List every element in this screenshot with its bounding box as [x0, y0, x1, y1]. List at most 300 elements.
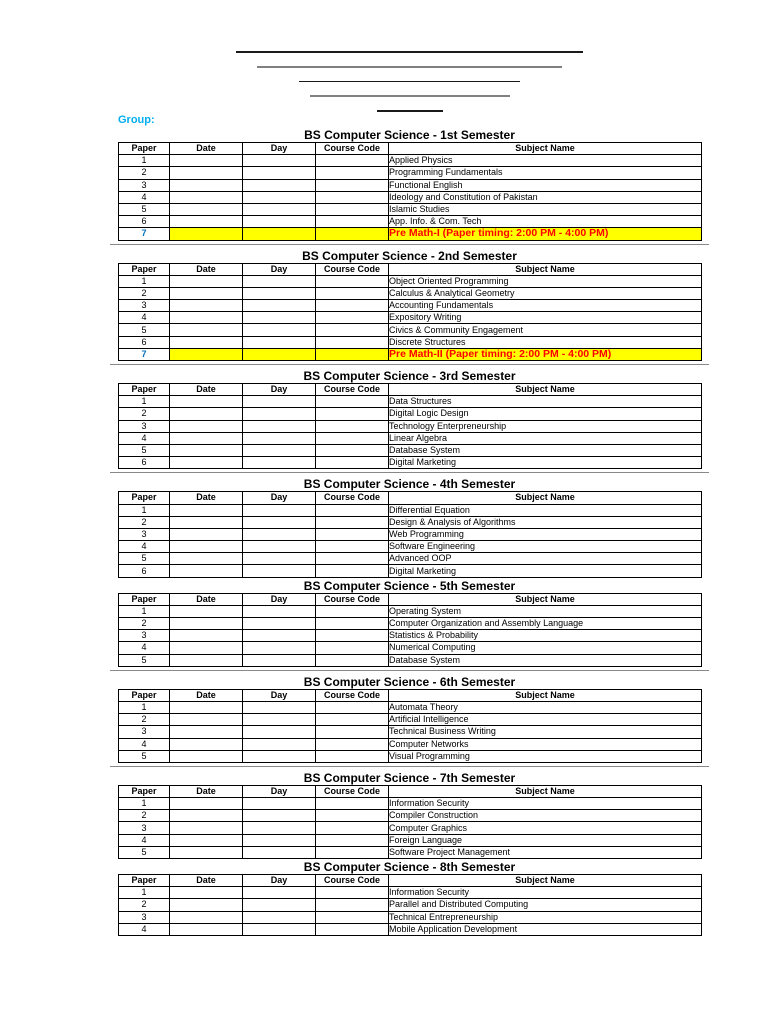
subject-cell: Islamic Studies	[389, 203, 702, 215]
paper-cell: 2	[119, 810, 170, 822]
date-cell	[170, 630, 243, 642]
paper-row	[119, 203, 702, 215]
date-cell	[170, 228, 243, 240]
subject-cell: Pre Math-I (Paper timing: 2:00 PM - 4:00 PM)	[389, 228, 702, 240]
course-code-cell	[316, 275, 389, 287]
course-code-cell	[316, 228, 389, 240]
paper-row	[119, 396, 702, 408]
paper-row	[119, 504, 702, 516]
paper-cell: 3	[119, 822, 170, 834]
sections	[118, 129, 701, 936]
semester-table	[118, 263, 702, 362]
subject-cell: Design & Analysis of Algorithms	[389, 516, 702, 528]
header-row	[119, 263, 702, 275]
column-header: Subject Name	[389, 785, 702, 797]
course-code-cell	[316, 923, 389, 935]
subject-cell: Foreign Language	[389, 834, 702, 846]
paper-cell: 6	[119, 565, 170, 577]
date-cell	[170, 516, 243, 528]
semester-table	[118, 491, 702, 577]
course-code-cell	[316, 167, 389, 179]
column-header: Paper	[119, 875, 170, 887]
paper-row	[119, 899, 702, 911]
paper-cell: 5	[119, 553, 170, 565]
paper-row	[119, 822, 702, 834]
column-header: Day	[243, 384, 316, 396]
date-cell	[170, 923, 243, 935]
date-cell	[170, 312, 243, 324]
date-cell	[170, 553, 243, 565]
course-code-cell	[316, 348, 389, 360]
subject-cell: Pre Math-II (Paper timing: 2:00 PM - 4:00 PM)	[389, 348, 702, 360]
course-code-cell	[316, 605, 389, 617]
column-header: Course Code	[316, 384, 389, 396]
course-code-cell	[316, 444, 389, 456]
column-header: Day	[243, 263, 316, 275]
column-header: Paper	[119, 143, 170, 155]
column-header: Course Code	[316, 689, 389, 701]
paper-row	[119, 444, 702, 456]
column-header: Date	[170, 875, 243, 887]
redacted-line	[236, 51, 583, 53]
paper-cell: 6	[119, 457, 170, 469]
subject-cell: Accounting Fundamentals	[389, 300, 702, 312]
paper-cell: 4	[119, 923, 170, 935]
subject-cell: Operating System	[389, 605, 702, 617]
course-code-cell	[316, 750, 389, 762]
day-cell	[243, 420, 316, 432]
section-title: BS Computer Science - 4th Semester	[303, 477, 516, 492]
course-code-cell	[316, 516, 389, 528]
date-cell	[170, 420, 243, 432]
subject-cell: Artificial Intelligence	[389, 714, 702, 726]
subject-cell: Differential Equation	[389, 504, 702, 516]
paper-row	[119, 810, 702, 822]
paper-row	[119, 275, 702, 287]
paper-cell: 3	[119, 911, 170, 923]
paper-row	[119, 216, 702, 228]
course-code-cell	[316, 432, 389, 444]
day-cell	[243, 444, 316, 456]
subject-cell: Computer Organization and Assembly Language	[389, 618, 702, 630]
paper-row	[119, 642, 702, 654]
paper-row	[119, 287, 702, 299]
date-cell	[170, 336, 243, 348]
column-header: Paper	[119, 593, 170, 605]
semester-table	[118, 383, 702, 469]
subject-cell: Compiler Construction	[389, 810, 702, 822]
column-header: Subject Name	[389, 384, 702, 396]
date-cell	[170, 605, 243, 617]
paper-row	[119, 324, 702, 336]
paper-cell: 5	[119, 324, 170, 336]
semester-section	[118, 250, 701, 366]
paper-cell: 3	[119, 179, 170, 191]
subject-cell: Computer Networks	[389, 738, 702, 750]
date-cell	[170, 191, 243, 203]
day-cell	[243, 553, 316, 565]
day-cell	[243, 911, 316, 923]
day-cell	[243, 312, 316, 324]
semester-section	[118, 370, 701, 473]
paper-row	[119, 750, 702, 762]
day-cell	[243, 324, 316, 336]
paper-row	[119, 528, 702, 540]
day-cell	[243, 516, 316, 528]
column-header: Course Code	[316, 263, 389, 275]
paper-row	[119, 701, 702, 713]
column-header: Day	[243, 875, 316, 887]
day-cell	[243, 528, 316, 540]
day-cell	[243, 887, 316, 899]
date-cell	[170, 300, 243, 312]
column-header: Paper	[119, 689, 170, 701]
paper-cell: 2	[119, 714, 170, 726]
date-cell	[170, 348, 243, 360]
subject-cell: Statistics & Probability	[389, 630, 702, 642]
section-title: BS Computer Science - 1st Semester	[304, 128, 515, 142]
paper-cell: 4	[119, 834, 170, 846]
subject-cell: Calculus & Analytical Geometry	[389, 287, 702, 299]
paper-row	[119, 565, 702, 577]
paper-cell: 5	[119, 846, 170, 858]
paper-cell: 7	[119, 348, 170, 360]
paper-row	[119, 618, 702, 630]
column-header: Paper	[119, 492, 170, 504]
course-code-cell	[316, 528, 389, 540]
column-header: Date	[170, 143, 243, 155]
paper-cell: 4	[119, 191, 170, 203]
date-cell	[170, 457, 243, 469]
paper-cell: 5	[119, 444, 170, 456]
day-cell	[243, 457, 316, 469]
semester-section	[118, 676, 701, 767]
subject-cell: Applied Physics	[389, 155, 702, 167]
paper-cell: 4	[119, 642, 170, 654]
date-cell	[170, 701, 243, 713]
paper-row	[119, 798, 702, 810]
paper-row	[119, 432, 702, 444]
course-code-cell	[316, 155, 389, 167]
day-cell	[243, 701, 316, 713]
subject-cell: Digital Marketing	[389, 457, 702, 469]
column-header: Course Code	[316, 593, 389, 605]
day-cell	[243, 336, 316, 348]
day-cell	[243, 191, 316, 203]
date-cell	[170, 504, 243, 516]
date-cell	[170, 565, 243, 577]
subject-cell: Digital Logic Design	[389, 408, 702, 420]
semester-table	[118, 593, 702, 667]
course-code-cell	[316, 216, 389, 228]
redacted-header-lines	[118, 51, 701, 112]
day-cell	[243, 565, 316, 577]
subject-cell: Digital Marketing	[389, 565, 702, 577]
subject-cell: Automata Theory	[389, 701, 702, 713]
day-cell	[243, 605, 316, 617]
column-header: Date	[170, 384, 243, 396]
column-header: Date	[170, 263, 243, 275]
course-code-cell	[316, 565, 389, 577]
date-cell	[170, 216, 243, 228]
date-cell	[170, 324, 243, 336]
subject-cell: Web Programming	[389, 528, 702, 540]
paper-row	[119, 887, 702, 899]
paper-cell: 2	[119, 408, 170, 420]
paper-row	[119, 726, 702, 738]
column-header: Subject Name	[389, 143, 702, 155]
paper-row	[119, 155, 702, 167]
day-cell	[243, 408, 316, 420]
day-cell	[243, 203, 316, 215]
subject-cell: Technical Business Writing	[389, 726, 702, 738]
highlighted-paper-row	[119, 348, 702, 360]
subject-cell: Functional English	[389, 179, 702, 191]
date-cell	[170, 654, 243, 666]
course-code-cell	[316, 396, 389, 408]
subject-cell: Technical Entrepreneurship	[389, 911, 702, 923]
date-cell	[170, 287, 243, 299]
semester-section	[118, 478, 701, 577]
course-code-cell	[316, 798, 389, 810]
column-header: Date	[170, 492, 243, 504]
course-code-cell	[316, 312, 389, 324]
column-header: Course Code	[316, 143, 389, 155]
paper-cell: 1	[119, 155, 170, 167]
day-cell	[243, 179, 316, 191]
day-cell	[243, 348, 316, 360]
semester-table	[118, 874, 702, 936]
course-code-cell	[316, 287, 389, 299]
paper-cell: 5	[119, 203, 170, 215]
header-row	[119, 689, 702, 701]
subject-cell: Information Security	[389, 798, 702, 810]
subject-cell: Database System	[389, 654, 702, 666]
paper-cell: 2	[119, 516, 170, 528]
paper-cell: 4	[119, 738, 170, 750]
course-code-cell	[316, 738, 389, 750]
semester-table	[118, 142, 702, 241]
subject-cell: Advanced OOP	[389, 553, 702, 565]
date-cell	[170, 726, 243, 738]
column-header: Course Code	[316, 785, 389, 797]
paper-cell: 6	[119, 216, 170, 228]
redacted-line	[310, 95, 510, 97]
day-cell	[243, 798, 316, 810]
paper-cell: 3	[119, 420, 170, 432]
column-header: Subject Name	[389, 689, 702, 701]
section-title: BS Computer Science - 3rd Semester	[303, 369, 516, 383]
paper-cell: 1	[119, 605, 170, 617]
paper-row	[119, 420, 702, 432]
subject-cell: App. Info. & Com. Tech	[389, 216, 702, 228]
paper-cell: 6	[119, 336, 170, 348]
column-header: Course Code	[316, 492, 389, 504]
paper-row	[119, 834, 702, 846]
subject-cell: Parallel and Distributed Computing	[389, 899, 702, 911]
day-cell	[243, 275, 316, 287]
paper-cell: 7	[119, 228, 170, 240]
paper-row	[119, 846, 702, 858]
date-cell	[170, 911, 243, 923]
header-row	[119, 384, 702, 396]
column-header: Paper	[119, 785, 170, 797]
paper-cell: 3	[119, 630, 170, 642]
redacted-line	[299, 81, 520, 82]
day-cell	[243, 810, 316, 822]
column-header: Subject Name	[389, 492, 702, 504]
course-code-cell	[316, 701, 389, 713]
date-cell	[170, 396, 243, 408]
header-row	[119, 875, 702, 887]
column-header: Subject Name	[389, 875, 702, 887]
paper-row	[119, 738, 702, 750]
day-cell	[243, 618, 316, 630]
semester-section	[118, 580, 701, 671]
paper-cell: 5	[119, 750, 170, 762]
paper-row	[119, 654, 702, 666]
course-code-cell	[316, 822, 389, 834]
paper-cell: 4	[119, 541, 170, 553]
paper-row	[119, 911, 702, 923]
paper-row	[119, 191, 702, 203]
day-cell	[243, 300, 316, 312]
paper-row	[119, 336, 702, 348]
date-cell	[170, 899, 243, 911]
highlighted-paper-row	[119, 228, 702, 240]
paper-row	[119, 408, 702, 420]
subject-cell: Data Structures	[389, 396, 702, 408]
date-cell	[170, 887, 243, 899]
paper-cell: 1	[119, 504, 170, 516]
date-cell	[170, 541, 243, 553]
subject-cell: Information Security	[389, 887, 702, 899]
day-cell	[243, 750, 316, 762]
paper-cell: 3	[119, 726, 170, 738]
subject-cell: Software Project Management	[389, 846, 702, 858]
column-header: Date	[170, 689, 243, 701]
date-cell	[170, 798, 243, 810]
column-header: Subject Name	[389, 263, 702, 275]
semester-table	[118, 785, 702, 859]
course-code-cell	[316, 887, 389, 899]
course-code-cell	[316, 191, 389, 203]
paper-cell: 1	[119, 701, 170, 713]
paper-cell: 2	[119, 287, 170, 299]
paper-row	[119, 630, 702, 642]
group-label: Group:	[118, 114, 155, 126]
header-row	[119, 785, 702, 797]
paper-row	[119, 553, 702, 565]
subject-cell: Computer Graphics	[389, 822, 702, 834]
subject-cell: Technology Enterpreneurship	[389, 420, 702, 432]
section-divider	[110, 766, 709, 767]
date-cell	[170, 155, 243, 167]
header-row	[119, 492, 702, 504]
day-cell	[243, 899, 316, 911]
date-cell	[170, 738, 243, 750]
column-header: Subject Name	[389, 593, 702, 605]
paper-row	[119, 167, 702, 179]
paper-cell: 4	[119, 432, 170, 444]
day-cell	[243, 846, 316, 858]
section-divider	[110, 364, 709, 365]
column-header: Day	[243, 689, 316, 701]
paper-row	[119, 300, 702, 312]
course-code-cell	[316, 541, 389, 553]
day-cell	[243, 654, 316, 666]
subject-cell: Object Oriented Programming	[389, 275, 702, 287]
paper-row	[119, 457, 702, 469]
column-header: Day	[243, 143, 316, 155]
section-divider	[110, 670, 709, 671]
course-code-cell	[316, 846, 389, 858]
section-title: BS Computer Science - 8th Semester	[303, 860, 516, 874]
column-header: Date	[170, 593, 243, 605]
date-cell	[170, 846, 243, 858]
column-header: Day	[243, 492, 316, 504]
day-cell	[243, 504, 316, 516]
column-header: Paper	[119, 263, 170, 275]
subject-cell: Linear Algebra	[389, 432, 702, 444]
course-code-cell	[316, 457, 389, 469]
course-code-cell	[316, 654, 389, 666]
course-code-cell	[316, 899, 389, 911]
semester-section	[118, 861, 701, 936]
paper-cell: 1	[119, 396, 170, 408]
subject-cell: Mobile Application Development	[389, 923, 702, 935]
course-code-cell	[316, 553, 389, 565]
date-cell	[170, 618, 243, 630]
course-code-cell	[316, 618, 389, 630]
day-cell	[243, 714, 316, 726]
paper-cell: 3	[119, 528, 170, 540]
header-row	[119, 143, 702, 155]
date-cell	[170, 642, 243, 654]
column-header: Course Code	[316, 875, 389, 887]
date-cell	[170, 834, 243, 846]
date-cell	[170, 750, 243, 762]
day-cell	[243, 642, 316, 654]
day-cell	[243, 923, 316, 935]
course-code-cell	[316, 911, 389, 923]
course-code-cell	[316, 630, 389, 642]
day-cell	[243, 432, 316, 444]
paper-cell: 2	[119, 618, 170, 630]
course-code-cell	[316, 203, 389, 215]
semester-table	[118, 689, 702, 763]
subject-cell: Software Engineering	[389, 541, 702, 553]
subject-cell: Civics & Community Engagement	[389, 324, 702, 336]
day-cell	[243, 396, 316, 408]
course-code-cell	[316, 714, 389, 726]
course-code-cell	[316, 408, 389, 420]
paper-cell: 3	[119, 300, 170, 312]
header-row	[119, 593, 702, 605]
paper-cell: 5	[119, 654, 170, 666]
subject-cell: Ideology and Constitution of Pakistan	[389, 191, 702, 203]
date-cell	[170, 822, 243, 834]
course-code-cell	[316, 642, 389, 654]
paper-row	[119, 605, 702, 617]
column-header: Day	[243, 593, 316, 605]
day-cell	[243, 216, 316, 228]
subject-cell: Numerical Computing	[389, 642, 702, 654]
paper-row	[119, 714, 702, 726]
section-divider	[110, 244, 709, 245]
paper-cell: 1	[119, 798, 170, 810]
date-cell	[170, 275, 243, 287]
